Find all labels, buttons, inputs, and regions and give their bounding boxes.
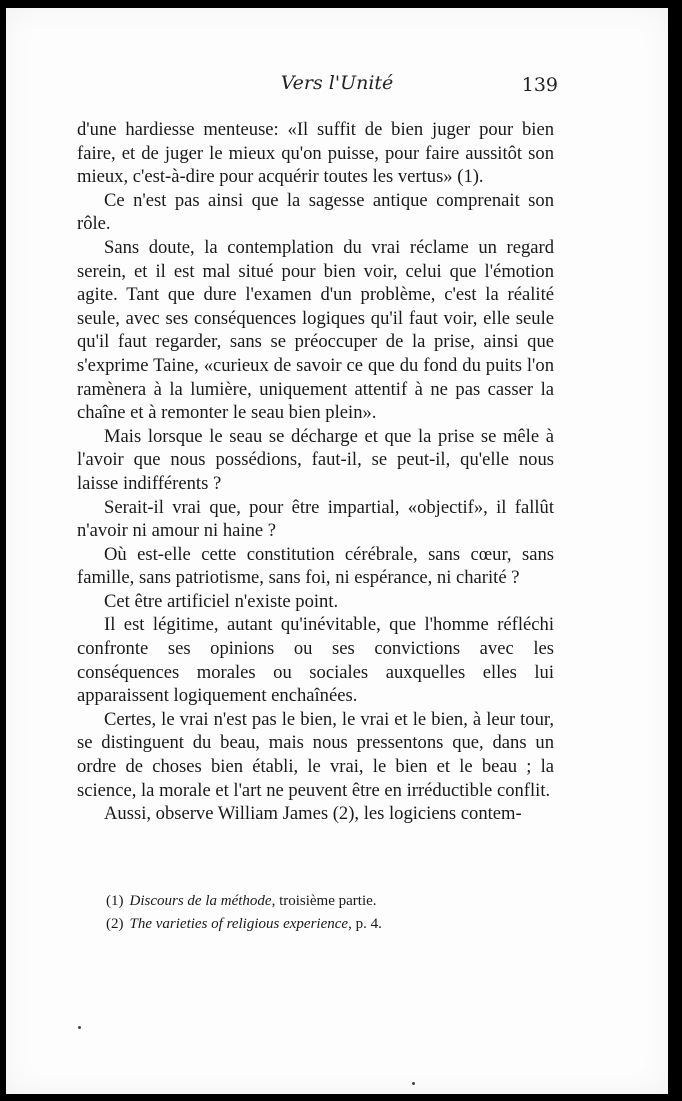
footnote-title: The varieties of religious experience	[129, 916, 349, 932]
body-text	[77, 118, 554, 826]
footnotes	[106, 890, 546, 936]
paragraph: Il est légitime, autant qu'inévitable, que l'homme réfléchi confronte ses opinions ou ses convictions avec les conséquences morales ou sociales auxquelles elles lui apparaissent logiquement enchaînées.	[77, 614, 554, 707]
page-number: 139	[521, 74, 558, 96]
footnote-rest: , troisième partie.	[271, 893, 377, 909]
paragraph: Ce n'est pas ainsi que la sagesse antique comprenait son rôle.	[77, 189, 554, 235]
paragraph: Serait-il vrai que, pour être impartial, «objectif», il fallût n'avoir ni amour ni haine ?	[77, 496, 554, 542]
footnote	[106, 890, 546, 913]
paper-speck	[412, 1082, 415, 1085]
paragraph: Aussi, observe William James (2), les logiciens contem-	[104, 803, 522, 825]
footnote-number: (1)	[106, 893, 124, 909]
footnote	[106, 913, 546, 936]
book-page	[6, 8, 668, 1094]
page-header	[6, 72, 668, 102]
paragraph: Sans doute, la contemplation du vrai réclame un regard serein, et il est mal situé pour bien voir, celui que l'émotion agite. Tant que dure l'examen d'un problème, c'est la réalité seule, avec ses conséquences logiques qu'il faut voir, elle seule qu'il faut regarder, sans se préoccuper de la prise, ainsi que s'exprime Taine, «curieux de savoir ce que du fond du puits l'on ramènera à la lumière, uniquement attentif à ne pas casser la chaîne et à remonter le seau bien plein».	[77, 236, 554, 424]
paragraph: Certes, le vrai n'est pas le bien, le vrai et le bien, à leur tour, se distinguent du beau, mais nous pressentons que, dans un ordre de choses bien établi, le vrai, le bien et le beau ; la science, la morale et l'art ne peuvent être en irréductible conflit.	[77, 708, 554, 801]
footnote-title: Discours de la méthode	[129, 893, 272, 909]
paragraph: d'une hardiesse menteuse: «Il suffit de bien juger pour bien faire, et de juger le mieux qu'on puisse, pour faire aussitôt son mieux, c'est-à-dire pour acquérir toutes les vertus» (1).	[77, 119, 554, 188]
paragraph: Mais lorsque le seau se décharge et que la prise se mêle à l'avoir que nous possédions, faut-il, se peut-il, qu'elle nous laisse indifférents ?	[77, 425, 554, 494]
paragraph: Où est-elle cette constitution cérébrale, sans cœur, sans famille, sans patriotisme, sans foi, ni espérance, ni charité ?	[77, 543, 554, 589]
paper-speck	[78, 1026, 81, 1029]
running-title: Vers l'Unité	[280, 72, 394, 94]
footnote-number: (2)	[106, 916, 124, 932]
paragraph: Cet être artificiel n'existe point.	[104, 590, 339, 612]
footnote-rest: , p. 4.	[348, 916, 382, 932]
